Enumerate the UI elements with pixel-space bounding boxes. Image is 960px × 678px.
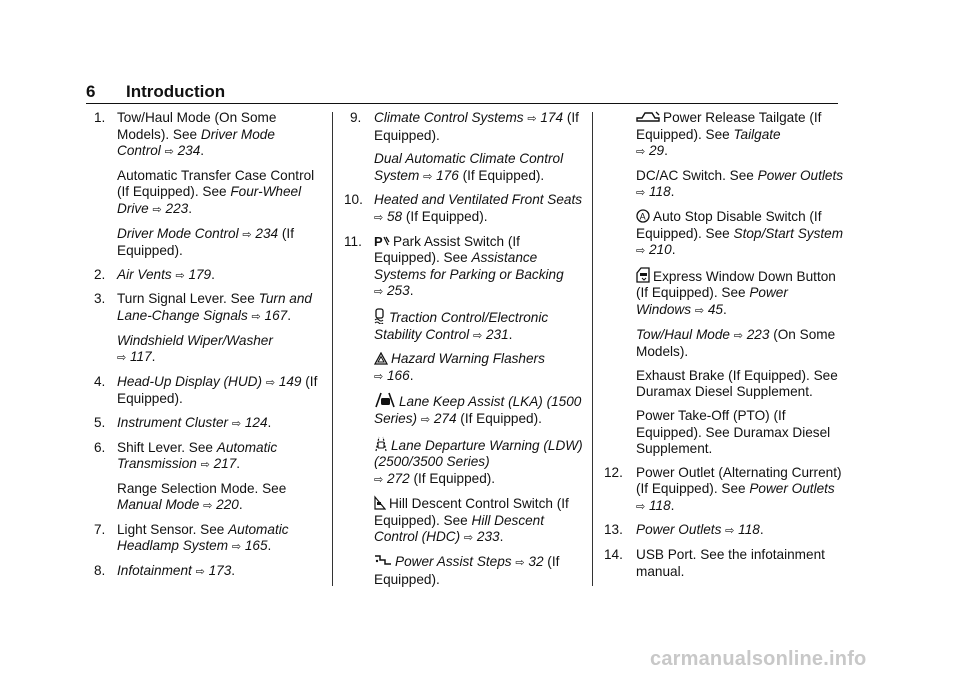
cross-ref-link[interactable]: Power Outlets — [757, 167, 844, 183]
page-arrow-icon: ⇨ — [195, 566, 205, 579]
cross-ref-link[interactable]: Windshield Wiper/Washer — [117, 332, 273, 348]
page-arrow-icon: ⇨ — [420, 413, 431, 426]
list-item: 6. Shift Lever. See Automatic Transmission ⇨ 217. Range Selection Mode. See Manual Mode ⇨ 220. — [94, 439, 287, 513]
power-steps-icon — [374, 554, 392, 568]
page-arrow-icon: ⇨ — [374, 473, 384, 486]
page-arrow-icon: ⇨ — [636, 146, 646, 159]
cross-ref-link[interactable]: Lane Departure Warning (LDW) (2500/3500 Series) — [374, 437, 583, 470]
page-arrow-icon: ⇨ — [515, 557, 525, 570]
list-item: 8. Infotainment ⇨ 173. — [94, 563, 236, 579]
list-item: 12. Power Outlet (Alternating Current) (If Equipped). See Power Outlets ⇨ 118. — [604, 464, 842, 513]
lane-departure-icon — [374, 436, 388, 452]
page-arrow-icon: ⇨ — [472, 329, 483, 342]
lane-keep-icon — [374, 392, 396, 408]
svg-text:P: P — [374, 233, 383, 248]
page-arrow-icon: ⇨ — [527, 113, 537, 125]
hazard-icon — [374, 352, 388, 365]
cross-ref-link[interactable]: Assistance Systems for Parking or Backing — [374, 250, 564, 282]
list-item: 1. Tow/Haul Mode (On Some Models). See Driver Mode Control ⇨ 234. Automatic Transfer Case Control (If Equipped). See Four-Wheel Drive ⇨ 223. Driver Mode Control ⇨ 234 (If Equipped). — [94, 110, 315, 259]
cross-ref-link[interactable]: Climate Control Systems — [374, 110, 524, 125]
cross-ref-link[interactable]: Power Windows — [636, 285, 788, 317]
auto-stop-icon — [636, 209, 650, 223]
list-item: 4. Head-Up Display (HUD) ⇨ 149 (If Equipped). — [94, 373, 318, 407]
column-3 — [604, 110, 844, 587]
cross-ref-link[interactable]: Manual Mode — [117, 497, 200, 513]
page-arrow-icon: ⇨ — [725, 525, 735, 538]
cross-ref-link[interactable]: Air Vents — [117, 266, 172, 282]
page-arrow-icon: ⇨ — [164, 146, 174, 159]
page-arrow-icon: ⇨ — [423, 170, 433, 183]
list-item: 7. Light Sensor. See Automatic Headlamp System ⇨ 165. — [94, 521, 289, 554]
page-arrow-icon: ⇨ — [242, 228, 252, 241]
page-arrow-icon: ⇨ — [636, 187, 646, 200]
column-divider — [332, 112, 333, 586]
cross-ref-link[interactable]: Turn and Lane-Change Signals — [117, 291, 312, 323]
page-arrow-icon: ⇨ — [265, 376, 276, 389]
page-arrow-icon: ⇨ — [636, 500, 646, 513]
page-arrow-icon: ⇨ — [231, 541, 242, 554]
cross-ref-link[interactable]: Hill Descent Control (HDC) — [374, 512, 545, 545]
page-title: Introduction — [126, 82, 226, 101]
express-window-icon — [636, 267, 650, 283]
page-arrow-icon: ⇨ — [463, 532, 474, 545]
cross-ref-link[interactable]: Power Outlets — [749, 481, 835, 497]
page-arrow-icon: ⇨ — [733, 329, 743, 342]
page-arrow-icon: ⇨ — [152, 203, 162, 216]
list-item: 3. Turn Signal Lever. See Turn and Lane-Change Signals ⇨ 167. Windshield Wiper/Washer ⇨ 117. — [94, 291, 312, 365]
column-1 — [94, 110, 322, 588]
traction-control-icon — [374, 308, 386, 324]
page-arrow-icon: ⇨ — [231, 417, 242, 430]
page-number: 6 — [86, 82, 96, 101]
cross-ref-link[interactable]: Head-Up Display (HUD) — [117, 373, 263, 389]
page-arrow-icon: ⇨ — [251, 310, 261, 323]
page-arrow-icon: ⇨ — [200, 459, 210, 472]
page-arrow-icon: ⇨ — [203, 500, 213, 513]
column-divider — [592, 112, 593, 586]
header-rule — [86, 103, 838, 104]
page-arrow-icon: ⇨ — [374, 370, 384, 383]
cross-ref-link[interactable]: Power Assist Steps — [395, 554, 512, 570]
cross-ref-link[interactable]: Instrument Cluster — [117, 414, 229, 430]
cross-ref-link[interactable]: Traction Control/Electronic Stability Control — [374, 309, 549, 342]
cross-ref-link[interactable]: Infotainment — [117, 563, 192, 579]
tailgate-icon — [636, 110, 660, 124]
cross-ref-link[interactable]: Four-Wheel Drive — [117, 184, 302, 216]
list-item: 2. Air Vents ⇨ 179. — [94, 266, 215, 282]
park-assist-icon — [374, 234, 390, 248]
watermark: carmanualsonline.info — [650, 648, 867, 670]
page-arrow-icon: ⇨ — [694, 304, 705, 317]
cross-ref-link[interactable]: Driver Mode Control — [117, 225, 239, 241]
svg-text:A: A — [639, 211, 646, 222]
list-item: 14. USB Port. See the infotainment manual. — [604, 547, 825, 579]
cross-ref-link[interactable]: Tailgate — [733, 126, 781, 142]
list-item: 11. P Park Assist Switch (If Equipped). See Assistance Systems for Parking or Backing ⇨ 253. Traction Control/Electronic Stability Control ⇨ 231. Hazard Warning Flashers ⇨ 166. Lane Keep Assist (LKA) (1500 Series) ⇨ 274 (If Equipped). Lane Departure Warning (LDW) (2500/3500 Series) ⇨ 272 (If Equipped). Hill Descent Control Switch (If Equipped). See Hill Descent Control (HDC) ⇨ 233. Power Assist Steps ⇨ 32 (If Equipped). — [344, 233, 583, 587]
page-arrow-icon: ⇨ — [374, 286, 384, 299]
cross-ref-link[interactable]: Automatic Headlamp System — [117, 521, 289, 554]
column-2 — [344, 110, 584, 595]
page-header — [86, 82, 838, 104]
page-arrow-icon: ⇨ — [175, 269, 185, 282]
page-arrow-icon: ⇨ — [117, 352, 127, 365]
list-item: 10. Heated and Ventilated Front Seats ⇨ 58 (If Equipped). — [344, 192, 583, 224]
page-arrow-icon: ⇨ — [636, 245, 646, 258]
list-item: 5. Instrument Cluster ⇨ 124. — [94, 414, 272, 430]
cross-ref-link[interactable]: Hazard Warning Flashers — [391, 351, 545, 367]
cross-ref-link[interactable]: Stop/Start System — [733, 225, 844, 241]
hill-descent-icon — [374, 495, 386, 510]
cross-ref-link[interactable]: Lane Keep Assist (LKA) (1500 Series) — [374, 394, 582, 426]
cross-ref-link[interactable]: Automatic Transmission — [117, 439, 278, 472]
page-arrow-icon: ⇨ — [374, 211, 384, 224]
cross-ref-link[interactable]: Driver Mode Control — [117, 126, 275, 159]
list-item: Power Release Tailgate (If Equipped). See Tailgate ⇨ 29. DC/AC Switch. See Power Outlets ⇨ 118. A Auto Stop Disable Switch (If Equipped). See Stop/Start System ⇨ 210. Express Window Down Button (If Equipped). See Power Windows ⇨ 45. Tow/Haul Mode ⇨ 223 (On Some Models). Exhaust Brake (If Equipped). See Duramax Diesel Supplement. Power Take-Off (PTO) (If Equipped). See Duramax Diesel Supplement. — [636, 110, 844, 457]
cross-ref-link[interactable]: Dual Automatic Climate Control System — [374, 151, 564, 183]
cross-ref-link[interactable]: Power Outlets — [636, 522, 722, 538]
list-item: 13. Power Outlets ⇨ 118. — [604, 522, 764, 538]
cross-ref-link[interactable]: Heated and Ventilated Front Seats — [374, 192, 583, 208]
cross-ref-link[interactable]: Tow/Haul Mode — [636, 326, 730, 342]
list-item: 9. Climate Control Systems ⇨ 174 (If Equipped). Dual Automatic Climate Control System ⇨ 176 (If Equipped). — [350, 110, 579, 183]
